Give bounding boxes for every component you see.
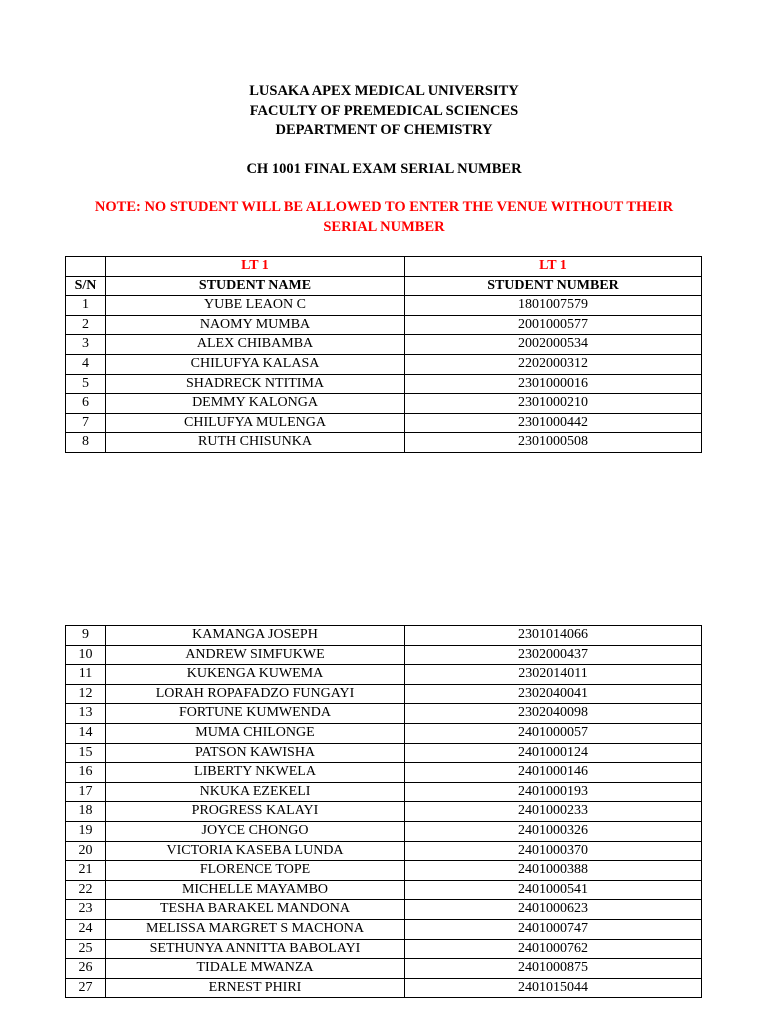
table-row	[66, 763, 702, 783]
table-row	[66, 939, 702, 959]
student-name-cell: ANDREW SIMFUKWE	[106, 645, 405, 665]
student-name-cell: VICTORIA KASEBA LUNDA	[106, 841, 405, 861]
serial-number-cell: 2	[66, 315, 106, 335]
student-name-cell: KUKENGA KUWEMA	[106, 665, 405, 685]
student-number-cell: 2301000016	[405, 374, 702, 394]
venue-blank-cell	[66, 257, 106, 277]
department-name: DEPARTMENT OF CHEMISTRY	[275, 122, 493, 138]
student-name-cell: CHILUFYA MULENGA	[106, 413, 405, 433]
table-row	[66, 841, 702, 861]
serial-number-cell: 12	[66, 684, 106, 704]
student-number-cell: 2302000437	[405, 645, 702, 665]
institution-name: LUSAKA APEX MEDICAL UNIVERSITY	[249, 83, 519, 99]
serial-number-cell: 6	[66, 394, 106, 414]
student-name-cell: TIDALE MWANZA	[106, 959, 405, 979]
serial-number-cell: 5	[66, 374, 106, 394]
note-line-2: SERIAL NUMBER	[323, 218, 445, 235]
student-name-cell: ERNEST PHIRI	[106, 978, 405, 998]
table-row	[66, 743, 702, 763]
table-row	[66, 394, 702, 414]
serial-number-cell: 16	[66, 763, 106, 783]
student-number-cell: 2301000508	[405, 433, 702, 453]
student-name-cell: MICHELLE MAYAMBO	[106, 880, 405, 900]
table-row	[66, 704, 702, 724]
serial-number-cell: 17	[66, 782, 106, 802]
serial-number-cell: 13	[66, 704, 106, 724]
student-name-cell: YUBE LEAON C	[106, 296, 405, 316]
serial-number-cell: 24	[66, 919, 106, 939]
table-row	[66, 296, 702, 316]
serial-number-cell: 19	[66, 821, 106, 841]
student-number-cell: 2401015044	[405, 978, 702, 998]
table-row	[66, 919, 702, 939]
student-number-cell: 2401000326	[405, 821, 702, 841]
student-number-cell: 2401000057	[405, 723, 702, 743]
serial-number-cell: 10	[66, 645, 106, 665]
student-number-cell: 2401000124	[405, 743, 702, 763]
table-row	[66, 978, 702, 998]
student-name-cell: KAMANGA JOSEPH	[106, 626, 405, 646]
serial-number-table-part-2	[65, 625, 702, 998]
student-name-cell: JOYCE CHONGO	[106, 821, 405, 841]
student-name-cell: ALEX CHIBAMBA	[106, 335, 405, 355]
serial-number-table-part-1	[65, 256, 702, 453]
serial-number-cell: 22	[66, 880, 106, 900]
student-number-cell: 2401000193	[405, 782, 702, 802]
student-number-cell: 2301014066	[405, 626, 702, 646]
student-number-cell: 2202000312	[405, 354, 702, 374]
faculty-name: FACULTY OF PREMEDICAL SCIENCES	[249, 102, 519, 119]
table-row	[66, 880, 702, 900]
student-number-cell: 2401000388	[405, 861, 702, 881]
student-name-cell: CHILUFYA KALASA	[106, 354, 405, 374]
student-name-cell: FLORENCE TOPE	[106, 861, 405, 881]
student-name-cell: RUTH CHISUNKA	[106, 433, 405, 453]
exam-title: CH 1001 FINAL EXAM SERIAL NUMBER	[246, 161, 522, 177]
student-number-cell: 2401000146	[405, 763, 702, 783]
student-name-cell: PATSON KAWISHA	[106, 743, 405, 763]
serial-number-cell: 9	[66, 626, 106, 646]
column-header-student-name: STUDENT NAME	[106, 276, 405, 296]
serial-number-cell: 14	[66, 723, 106, 743]
serial-number-cell: 8	[66, 433, 106, 453]
student-name-cell: DEMMY KALONGA	[106, 394, 405, 414]
venue-label-name: LT 1	[106, 257, 405, 277]
student-name-cell: LIBERTY NKWELA	[106, 763, 405, 783]
student-name-cell: LORAH ROPAFADZO FUNGAYI	[106, 684, 405, 704]
serial-number-cell: 3	[66, 335, 106, 355]
student-name-cell: PROGRESS KALAYI	[106, 802, 405, 822]
note-line-1: NOTE: NO STUDENT WILL BE ALLOWED TO ENTER THE VENUE WITHOUT THEIR	[94, 199, 674, 215]
venue-label-number: LT 1	[405, 257, 702, 277]
serial-number-cell: 23	[66, 900, 106, 920]
student-name-cell: SHADRECK NTITIMA	[106, 374, 405, 394]
table-row	[66, 802, 702, 822]
table-row	[66, 782, 702, 802]
student-name-cell: SETHUNYA ANNITTA BABOLAYI	[106, 939, 405, 959]
column-header-row	[66, 276, 702, 296]
student-name-cell: MUMA CHILONGE	[106, 723, 405, 743]
serial-number-cell: 7	[66, 413, 106, 433]
serial-number-cell: 25	[66, 939, 106, 959]
table-row	[66, 821, 702, 841]
student-number-cell: 2301000210	[405, 394, 702, 414]
serial-number-cell: 1	[66, 296, 106, 316]
student-number-cell: 2401000875	[405, 959, 702, 979]
table-row	[66, 413, 702, 433]
serial-number-cell: 15	[66, 743, 106, 763]
student-number-cell: 2401000541	[405, 880, 702, 900]
student-number-cell: 2401000233	[405, 802, 702, 822]
student-number-cell: 2302040041	[405, 684, 702, 704]
student-number-cell: 2401000370	[405, 841, 702, 861]
serial-number-cell: 21	[66, 861, 106, 881]
table-row	[66, 433, 702, 453]
student-number-cell: 2002000534	[405, 335, 702, 355]
student-name-cell: FORTUNE KUMWENDA	[106, 704, 405, 724]
table-row	[66, 723, 702, 743]
serial-number-cell: 27	[66, 978, 106, 998]
student-number-cell: 2302014011	[405, 665, 702, 685]
student-number-cell: 2401000747	[405, 919, 702, 939]
student-number-cell: 2401000623	[405, 900, 702, 920]
table-row	[66, 684, 702, 704]
student-name-cell: TESHA BARAKEL MANDONA	[106, 900, 405, 920]
table-row	[66, 354, 702, 374]
student-number-cell: 2401000762	[405, 939, 702, 959]
serial-number-cell: 11	[66, 665, 106, 685]
serial-number-cell: 20	[66, 841, 106, 861]
student-name-cell: NKUKA EZEKELI	[106, 782, 405, 802]
table-row	[66, 861, 702, 881]
student-number-cell: 2302040098	[405, 704, 702, 724]
student-number-cell: 1801007579	[405, 296, 702, 316]
table-row	[66, 374, 702, 394]
venue-row	[66, 257, 702, 277]
table-row	[66, 335, 702, 355]
table-row	[66, 645, 702, 665]
student-name-cell: NAOMY MUMBA	[106, 315, 405, 335]
venue-note	[60, 198, 708, 237]
serial-number-cell: 26	[66, 959, 106, 979]
student-number-cell: 2301000442	[405, 413, 702, 433]
serial-number-cell: 18	[66, 802, 106, 822]
table-row	[66, 665, 702, 685]
student-number-cell: 2001000577	[405, 315, 702, 335]
table-row	[66, 900, 702, 920]
student-name-cell: MELISSA MARGRET S MACHONA	[106, 919, 405, 939]
table-row	[66, 626, 702, 646]
column-header-sn: S/N	[66, 276, 106, 296]
column-header-student-number: STUDENT NUMBER	[405, 276, 702, 296]
table-row	[66, 959, 702, 979]
serial-number-cell: 4	[66, 354, 106, 374]
document-header	[0, 82, 768, 141]
table-row	[66, 315, 702, 335]
